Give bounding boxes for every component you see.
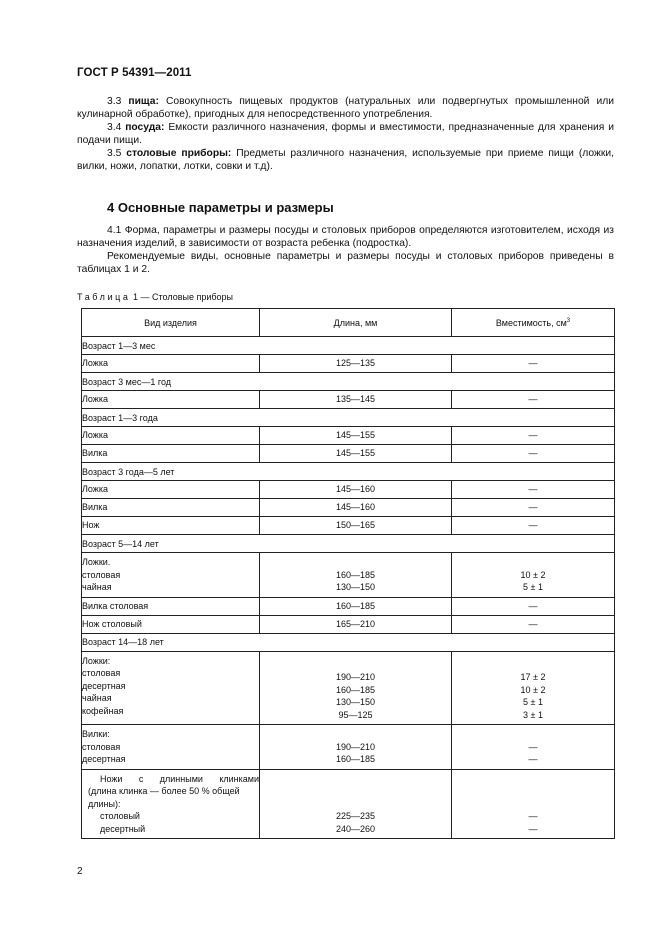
table-row: [82, 445, 615, 463]
table-cell: 145—160: [260, 481, 452, 499]
table-cell: — —: [452, 725, 615, 770]
table-cell: 165—210: [260, 615, 452, 633]
table-cell: Возраст 3 мес—1 год: [82, 373, 615, 391]
table-cell: 10 ± 2 5 ± 1: [452, 553, 615, 598]
table-row: [82, 651, 615, 725]
table-cell: Ложка: [82, 481, 260, 499]
table-cell: Возраст 14—18 лет: [82, 633, 615, 651]
table-cell: Возраст 3 года—5 лет: [82, 463, 615, 481]
table-row: [82, 391, 615, 409]
paragraph-4-1: 4.1 Форма, параметры и размеры посуды и столовых приборов определяются изготовителем, исходя из назначения изделий, в зависимости от возраста ребенка (подростка).: [77, 225, 614, 249]
table-cell: — —: [452, 769, 615, 839]
table-cell: —: [452, 499, 615, 517]
table-row: [82, 615, 615, 633]
cutlery-table: [81, 308, 615, 839]
table-header-row: [82, 309, 615, 337]
table-cell: Возраст 1—3 года: [82, 409, 615, 427]
table-cell: Ножи с длинными клинками (длина клинка — более 50 % общей длины): столовый десертный: [82, 769, 260, 839]
table-cell: Нож столовый: [82, 615, 260, 633]
table-caption-title: 1 — Столовые приборы: [133, 292, 234, 302]
table-cell: —: [452, 427, 615, 445]
paragraph-recommended: Рекомендуемые виды, основные параметры и размеры посуды и столовых приборов приведены в таблицах 1 и 2.: [77, 251, 614, 275]
table-cell: 145—155: [260, 445, 452, 463]
definition-term: посуда:: [125, 122, 165, 133]
table-cell: —: [452, 597, 615, 615]
table-cell: 17 ± 2 10 ± 2 5 ± 1 3 ± 1: [452, 651, 615, 725]
table-cell: 145—160: [260, 499, 452, 517]
table-row: [82, 427, 615, 445]
table-group-row: [82, 337, 615, 355]
table-group-row: [82, 535, 615, 553]
definition-3-5: [77, 147, 614, 173]
table-cell: Ложка: [82, 355, 260, 373]
definition-text: Предметы различного назначения, используемые при приеме пищи (ложки, вилки, ножи, лопатки, лотки, совки и т.д).: [77, 148, 614, 172]
definition-text: Совокупность пищевых продуктов (натуральных или подвергнутых промышленной или кулинарной обработке), пригодных для непосредственного употребления.: [77, 96, 614, 120]
table-cell: —: [452, 445, 615, 463]
table-cell: —: [452, 481, 615, 499]
definition-3-4: [77, 121, 614, 147]
table-cell: Ложка: [82, 391, 260, 409]
definition-number: 3.4: [107, 122, 122, 133]
table-cell: Возраст 1—3 мес: [82, 337, 615, 355]
definition-number: 3.5: [107, 148, 122, 159]
column-header-length: Длина, мм: [260, 309, 452, 337]
table-row: [82, 725, 615, 770]
definition-term: столовые приборы:: [126, 148, 232, 159]
column-header-item: Вид изделия: [82, 309, 260, 337]
table-cell: 225—235 240—260: [260, 769, 452, 839]
definition-text: Емкости различного назначения, формы и вместимости, предназначенные для хранения и подачи пищи.: [77, 122, 614, 146]
table-group-row: [82, 633, 615, 651]
table-cell: 190—210 160—185: [260, 725, 452, 770]
table-cell: 160—185 130—150: [260, 553, 452, 598]
section-title: 4 Основные параметры и размеры: [107, 200, 334, 215]
table-row: [82, 553, 615, 598]
table-cell: 125—135: [260, 355, 452, 373]
table-row: [82, 355, 615, 373]
table-cell: —: [452, 391, 615, 409]
table-row: [82, 481, 615, 499]
table-cell: 160—185: [260, 597, 452, 615]
table-row: [82, 517, 615, 535]
table-cell: Ложки. столовая чайная: [82, 553, 260, 598]
table-cell: Вилки: столовая десертная: [82, 725, 260, 770]
table-cell: Ложка: [82, 427, 260, 445]
table-cell: 135—145: [260, 391, 452, 409]
table-cell: Вилка: [82, 499, 260, 517]
table-cell: 150—165: [260, 517, 452, 535]
column-header-capacity: Вместимость, $см^3$: [452, 309, 615, 337]
table-row: [82, 597, 615, 615]
definition-3-3: [77, 95, 614, 121]
table-group-row: [82, 463, 615, 481]
definition-number: 3.3: [107, 96, 122, 107]
page-number: 2: [77, 866, 83, 877]
table-cell: Возраст 5—14 лет: [82, 535, 615, 553]
table-cell: Ложки: столовая десертная чайная кофейная: [82, 651, 260, 725]
table-cell: —: [452, 517, 615, 535]
table-group-row: [82, 373, 615, 391]
table-row: [82, 769, 615, 839]
table-cell: 145—155: [260, 427, 452, 445]
table-cell: —: [452, 355, 615, 373]
table-cell: Вилка столовая: [82, 597, 260, 615]
table-cell: Вилка: [82, 445, 260, 463]
table-group-row: [82, 409, 615, 427]
definition-term: пища:: [128, 96, 159, 107]
table-cell: Нож: [82, 517, 260, 535]
table-caption: [77, 292, 233, 302]
table-cell: 190—210 160—185 130—150 95—125: [260, 651, 452, 725]
document-header: ГОСТ Р 54391—2011: [77, 67, 192, 79]
table-cell: —: [452, 615, 615, 633]
table-caption-label: Таблица: [77, 292, 131, 302]
table-row: [82, 499, 615, 517]
